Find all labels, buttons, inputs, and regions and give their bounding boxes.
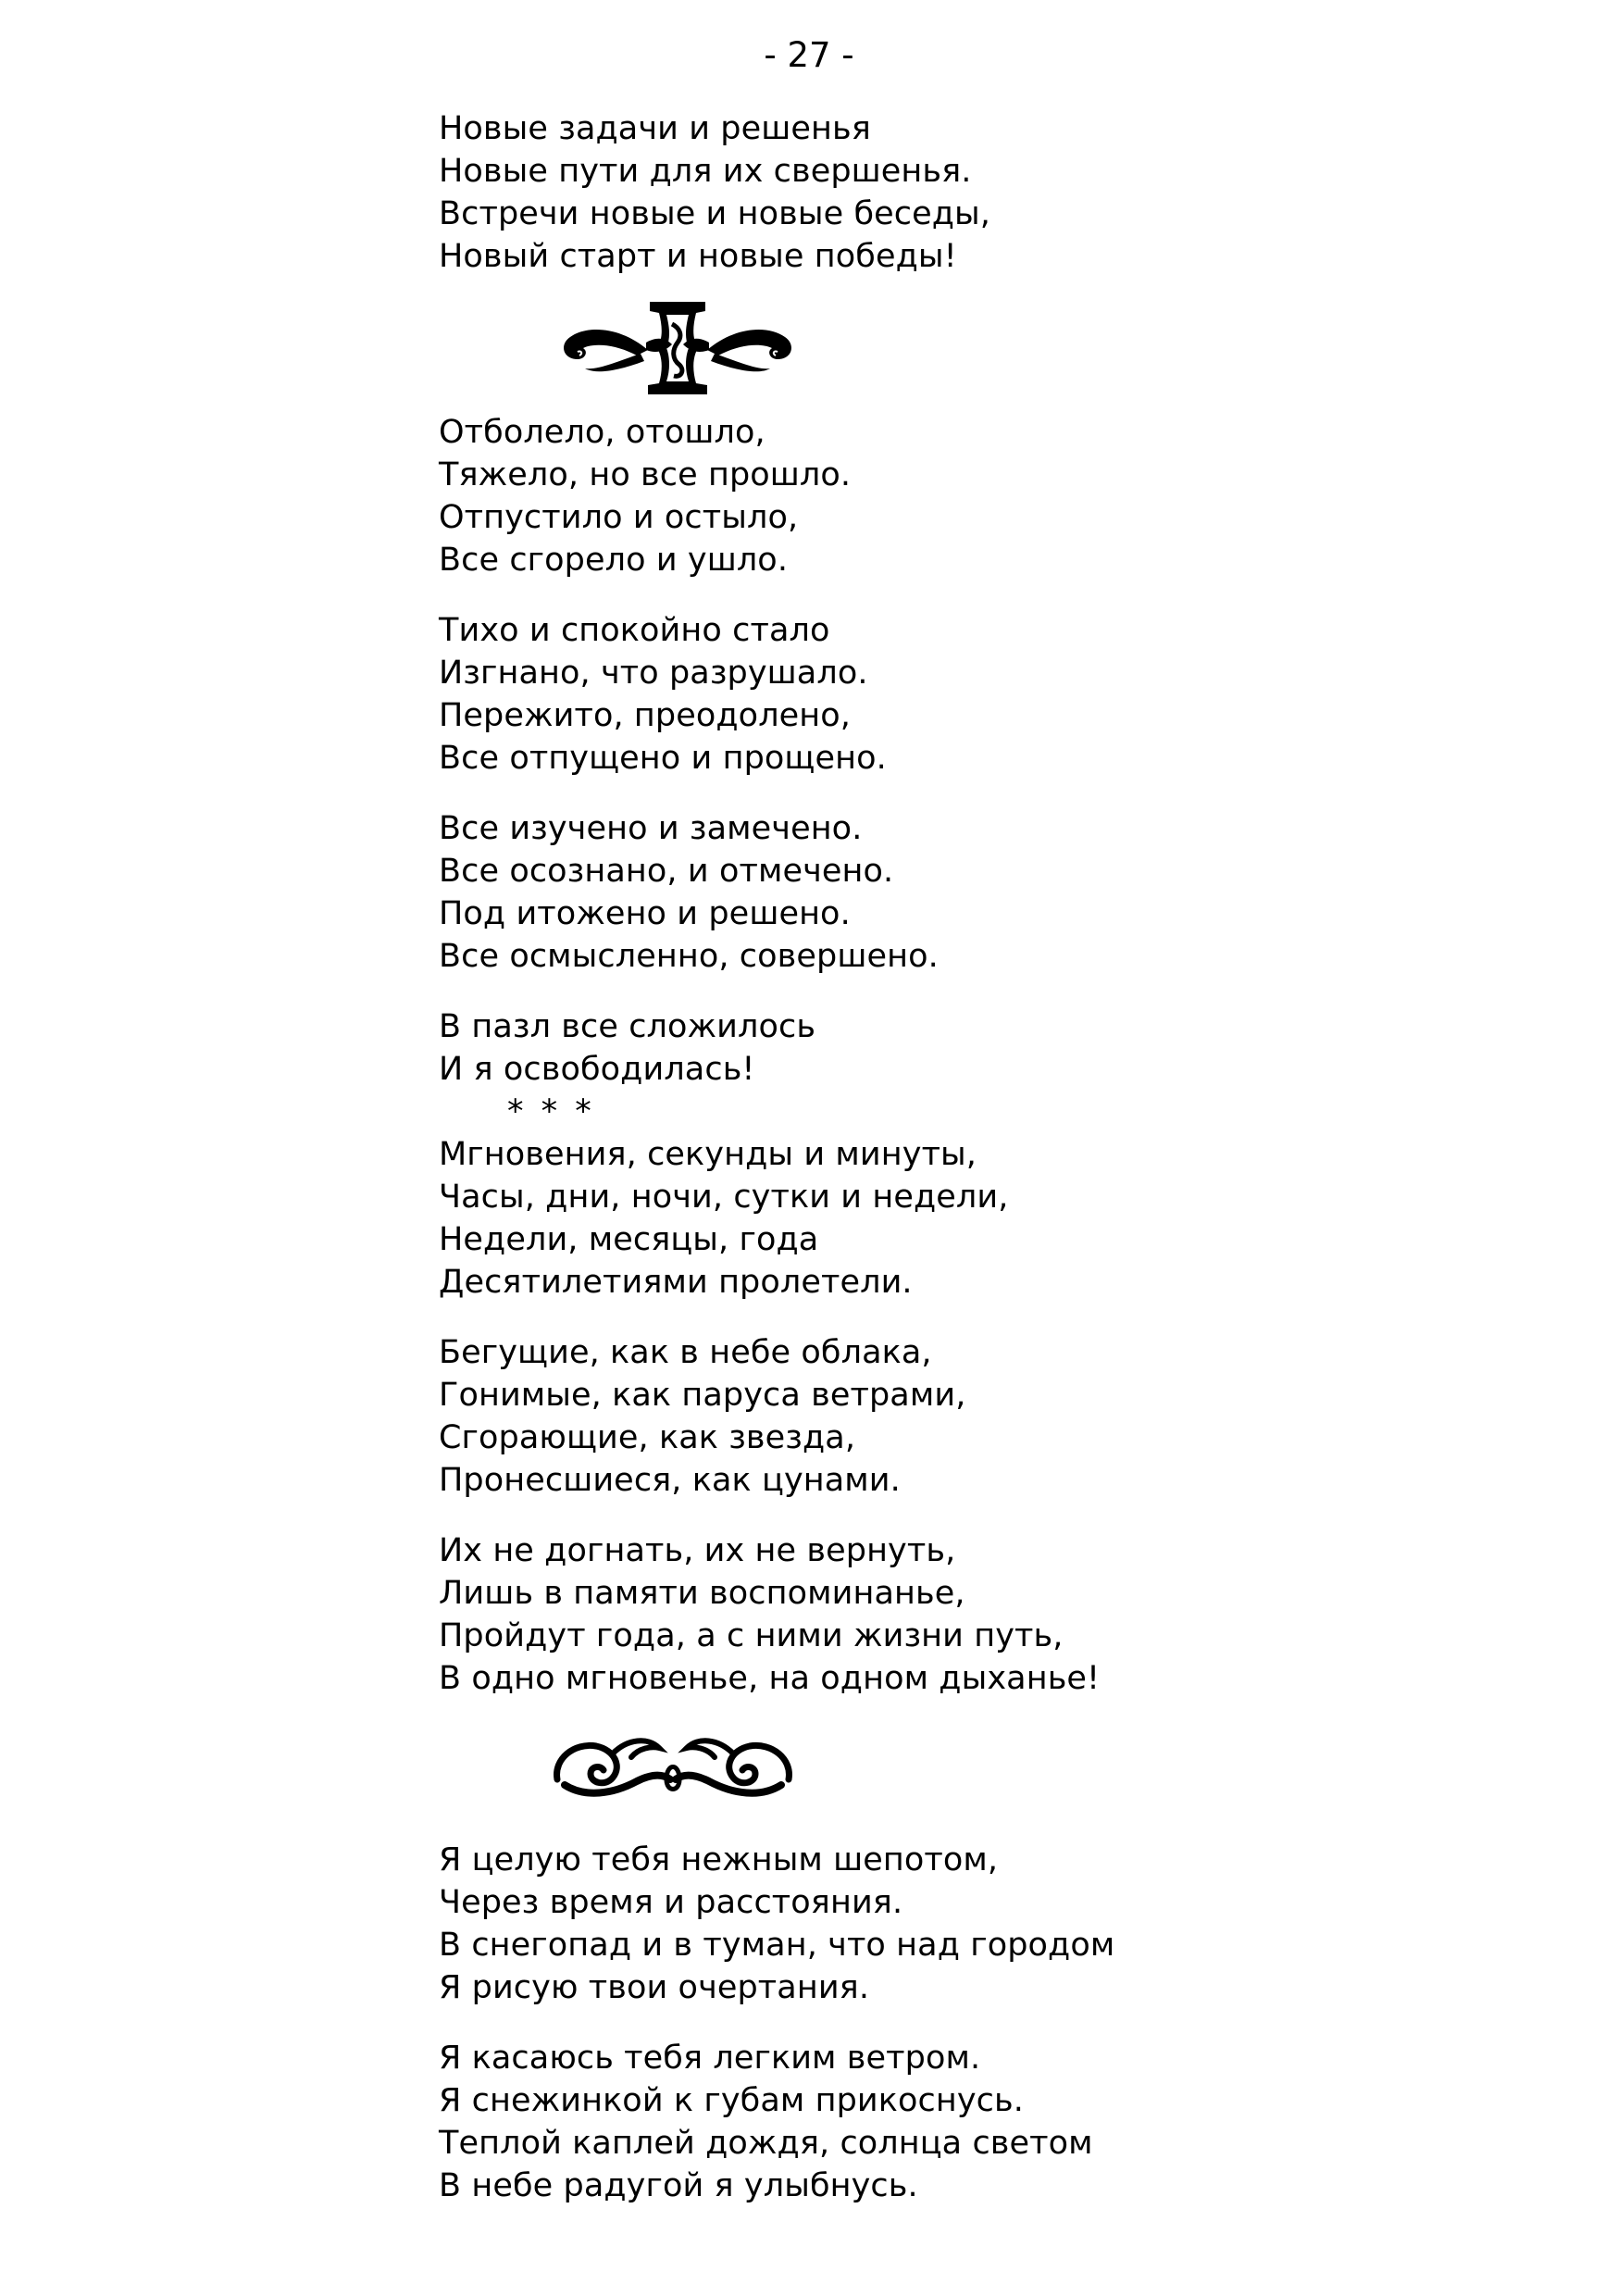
stanza [439, 2037, 1457, 2207]
poem-column [439, 107, 1457, 2207]
poem-line: Все сгорело и ушло. [439, 542, 789, 579]
poem-line: Тяжело, но все прошло. [439, 456, 852, 493]
stanza [439, 807, 1457, 978]
poem-line: В небе радугой я улыбнусь. [439, 2167, 918, 2204]
poem-line: Бегущие, как в небе облака, [439, 1334, 932, 1371]
poem-line: Мгновения, секунды и минуты, [439, 1136, 977, 1173]
poem-line: Лишь в памяти воспоминанье, [439, 1575, 965, 1612]
stanza [439, 107, 1457, 278]
poem-line: Я касаюсь тебя легким ветром. [439, 2040, 981, 2077]
poem-line: Все осмысленно, совершено. [439, 938, 939, 975]
poem-line: Новые задачи и решенья [439, 110, 871, 147]
stanza [439, 1839, 1457, 2009]
poem-line: В одно мгновенье, на одном дыханье! [439, 1660, 1101, 1697]
poem-line: Тихо и спокойно стало [439, 612, 830, 649]
poem-line: Я целую тебя нежным шепотом, [439, 1841, 999, 1878]
poem-line: Я снежинкой к губам прикоснусь. [439, 2082, 1024, 2119]
poem-line: Изгнано, что разрушало. [439, 655, 868, 692]
stanza-separator-stars: * * * [507, 1093, 595, 1130]
poem-line: Отболело, отошло, [439, 414, 765, 451]
poem-line: Пережито, преодолено, [439, 697, 852, 734]
poem-line: И я освободилась! [439, 1051, 755, 1088]
stanza [439, 609, 1457, 780]
ribbon-bow-ornament-icon [557, 296, 798, 398]
stanza [439, 1529, 1457, 1700]
poem-line: Недели, месяцы, года [439, 1221, 819, 1258]
poem-line: Теплой каплей дождя, солнца светом [439, 2125, 1093, 2162]
stanza [439, 1133, 1457, 1304]
stanza [439, 1331, 1457, 1502]
poem-line: Все осознано, и отмечено. [439, 853, 894, 890]
page-number: - 27 - [764, 35, 854, 75]
poem-line: Их не догнать, их не вернуть, [439, 1532, 956, 1569]
poem-line: Под итожено и решено. [439, 895, 851, 932]
poem-line: Сгорающие, как звезда, [439, 1419, 856, 1456]
poem-line: Десятилетиями пролетели. [439, 1264, 913, 1301]
ribbon-bow-ornament [439, 278, 1457, 411]
poem-line: Через время и расстояния. [439, 1884, 903, 1921]
poem-line: Пронесшиеся, как цунами. [439, 1462, 901, 1499]
poem-line: Отпустило и остыло, [439, 499, 799, 536]
poem-line: Пройдут года, а с ними жизни путь, [439, 1617, 1064, 1654]
poem-line: Встречи новые и новые беседы, [439, 195, 991, 232]
poem-line: Я рисую твои очертания. [439, 1969, 870, 2006]
poem-line: Все отпущено и прощено. [439, 740, 887, 777]
poem-line: В пазл все сложилось [439, 1008, 816, 1045]
swirl-flourish-ornament [439, 1700, 1457, 1839]
poem-line: Часы, дни, ночи, сутки и недели, [439, 1179, 1009, 1216]
poem-line: Новый старт и новые победы! [439, 238, 957, 275]
stanza [439, 1005, 1457, 1091]
swirl-flourish-ornament-icon [548, 1726, 798, 1809]
poem-line: Все изучено и замечено. [439, 810, 863, 847]
poem-line: Гонимые, как паруса ветрами, [439, 1377, 966, 1414]
stanza [439, 411, 1457, 581]
poem-line: Новые пути для их свершенья. [439, 153, 972, 190]
poem-line: В снегопад и в туман, что над городом [439, 1927, 1115, 1964]
